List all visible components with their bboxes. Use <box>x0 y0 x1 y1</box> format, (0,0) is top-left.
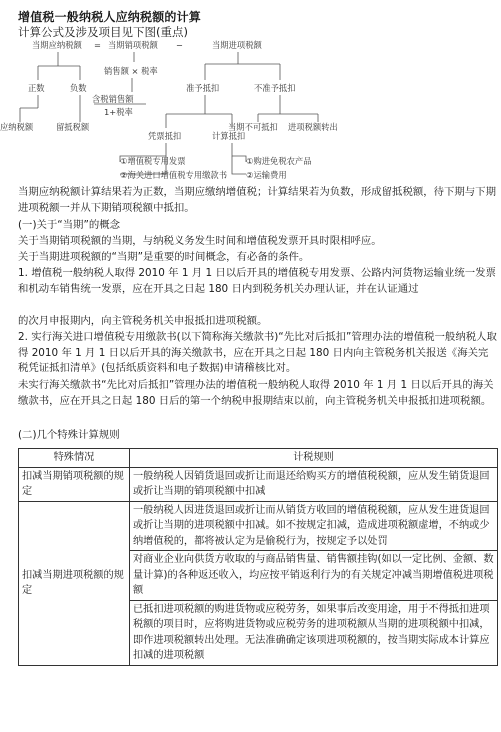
heading-special-rules: (二)几个特殊计算规则 <box>18 429 120 441</box>
minus-sign: − <box>176 40 183 50</box>
node-not-deductible: 不准予抵扣 <box>254 83 296 93</box>
table-row <box>19 501 498 551</box>
header-tax-rule: 计税规则 <box>130 449 498 468</box>
node-current-output: 当期销项税额 <box>108 40 158 50</box>
paragraph-rule-2: 2. 实行海关进口增值税专用缴款书(以下简称海关缴款书)“先比对后抵扣”管理办法的增值税一般纳税人取得 2010 年 1 月 1 日以后开具的海关缴款书，应在开具之日起 180 日内向主管税务机关报送《海关完税凭证抵扣清单》(包括纸质资料和电子数据)申请稽核比对。 <box>18 331 497 375</box>
special-rules-table <box>18 448 498 666</box>
node-negative: 负数 <box>70 83 87 93</box>
leaf-purchase-agri: ①购进免税农产品 <box>246 156 312 166</box>
rule-input-deduction-a: 一般纳税人因进货退回或折让而从销货方收回的增值税税额，应从发生进货退回或折让当期的进项税额中扣减。如不按规定扣减，造成进项税额虚增，不纳或少纳增值税的，都将被认定为是偷税行为，按规定予以处罚 <box>130 501 498 551</box>
node-one-plus-rate: 1+税率 <box>104 107 133 117</box>
paragraph-rule-1: 1. 增值税一般纳税人取得 2010 年 1 月 1 日以后开具的增值税专用发票、公路内河货物运输业统一发票和机动车销售统一发票，应在开具之日起 180 日内到税务机关办理认证，并在认证通过 <box>18 267 496 295</box>
leaf-vat-invoice: ①增值税专用发票 <box>120 156 186 166</box>
node-input-transfer-out: 进项税额转出 <box>288 122 338 132</box>
leaf-customs-voucher: ②海关进口增值税专用缴款书 <box>120 170 228 180</box>
node-retain-tax: 留抵税额 <box>56 122 90 132</box>
paragraph-rule-3: 未实行海关缴款书“先比对后抵扣”管理办法的增值税一般纳税人取得 2010 年 1 月 1 日以后开具的海关缴款书，应在开具之日起 180 日后的第一个纳税申报期结束以前，向主管税务机关申报抵扣进项税额。 <box>18 379 494 407</box>
node-positive: 正数 <box>28 83 45 93</box>
paragraph-output-period: 关于当期销项税额的当期，与纳税义务发生时间和增值税发票开具时限相呼应。 <box>18 235 382 247</box>
case-input-deduction: 扣减当期进项税额的规定 <box>19 501 130 665</box>
header-special-case: 特殊情况 <box>19 449 130 468</box>
node-pay-tax: 应纳税额 <box>0 122 34 132</box>
node-current-tax: 当期应纳税额 <box>32 40 82 50</box>
node-current-input: 当期进项税额 <box>212 40 262 50</box>
node-current-not-deduct: 当期不可抵扣 <box>228 122 278 132</box>
eq-sign: = <box>94 40 101 50</box>
table-header-row <box>19 449 498 468</box>
node-voucher-deduct: 凭票抵扣 <box>148 131 182 141</box>
paragraph-input-period: 关于当期进项税额的“当期”是重要的时间概念，有必备的条件。 <box>18 251 310 263</box>
rule-output-deduction: 一般纳税人因销货退回或折让而退还给购买方的增值税税额，应从发生销货退回或折让当期的销项税额中扣减 <box>130 467 498 501</box>
table-row <box>19 467 498 501</box>
heading-current-period: (一)关于“当期”的概念 <box>18 219 120 231</box>
case-output-deduction: 扣减当期销项税额的规定 <box>19 467 130 501</box>
leaf-transport-fee: ②运输费用 <box>246 170 287 180</box>
node-sales-rate: 销售额 × 税率 <box>104 66 158 76</box>
node-deductible: 准予抵扣 <box>186 83 220 93</box>
paragraph-result-explanation: 当期应纳税额计算结果若为正数，当期应缴纳增值税；计算结果若为负数，形成留抵税额，待下期与下期进项税额一并从下期销项税额中抵扣。 <box>18 186 496 214</box>
vat-formula-diagram <box>0 38 501 186</box>
node-calc-deduct: 计算抵扣 <box>212 131 246 141</box>
paragraph-rule-1-cont: 的次月申报期内，向主管税务机关申报抵扣进项税额。 <box>18 315 268 327</box>
rule-input-deduction-b: 对商业企业向供货方收取的与商品销售量、销售额挂钩(如以一定比例、金额、数量计算)的各种返还收入，均应按平销返利行为的有关规定冲减当期增值税进项税额 <box>130 551 498 601</box>
node-tax-incl-sales: 含税销售额 <box>92 94 134 104</box>
rule-input-deduction-c: 已抵扣进项税额的购进货物或应税劳务，如果事后改变用途，用于不得抵扣进项税额的项目时，应将购进货物或应税劳务的进项税额从当期的进项税额中扣减，即作进项税额转出处理。无法准确确定该项进项税额的，按当期实际成本计算应扣减的进项税额 <box>130 600 498 665</box>
section-title: 增值税一般纳税人应纳税额的计算 <box>18 10 202 24</box>
section-subtitle: 计算公式及涉及项目见下图(重点) <box>18 25 188 39</box>
